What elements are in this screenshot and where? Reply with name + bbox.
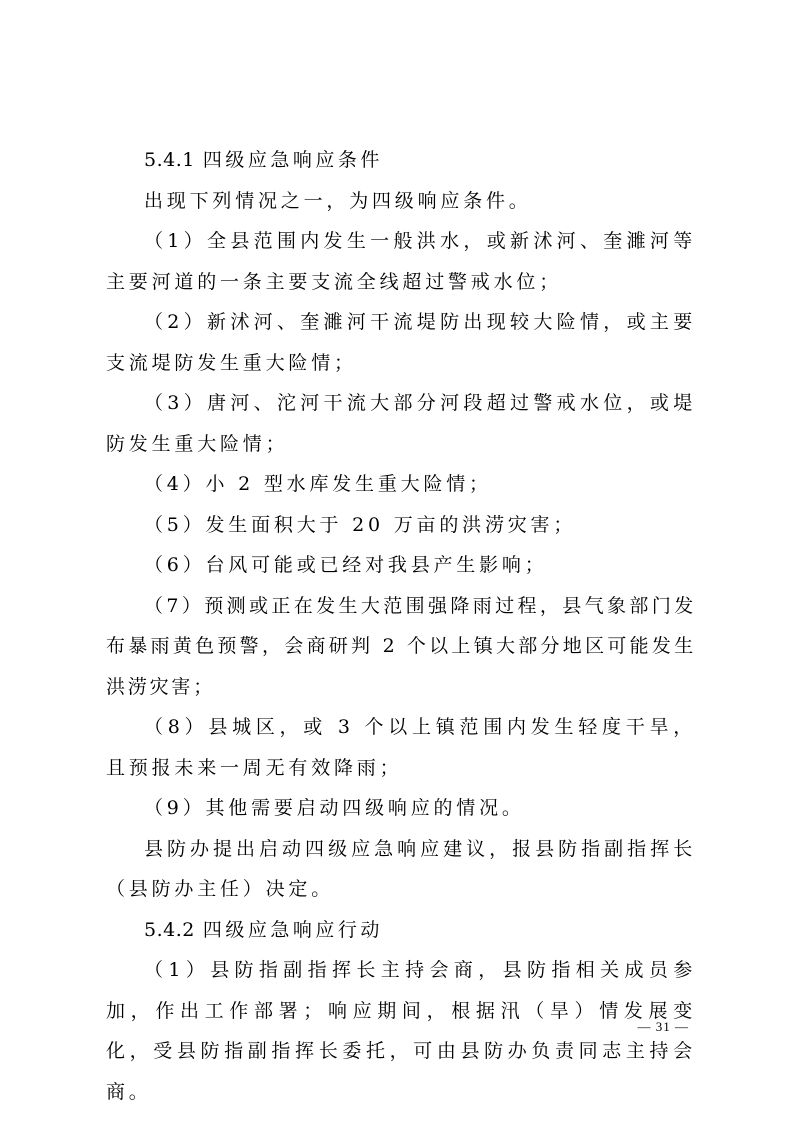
condition-item-2: （2）新沭河、奎濉河干流堤防出现较大险情，或主要支流堤防发生重大险情； <box>106 311 696 374</box>
condition-item-8: （8）县城区，或 3 个以上镇范围内发生轻度干旱，且预报未来一周无有效降雨； <box>106 716 696 779</box>
condition-item-6: （6）台风可能或已经对我县产生影响； <box>144 554 548 576</box>
section-title: 四级应急响应行动 <box>202 918 383 941</box>
decision-paragraph: 县防办提出启动四级应急响应建议，报县防指副指挥长（县防办主任）决定。 <box>106 837 696 900</box>
section-number: 5.4.1 <box>144 149 195 171</box>
condition-item-4: （4）小 2 型水库发生重大险情； <box>144 473 492 495</box>
condition-item-9: （9）其他需要启动四级响应的情况。 <box>144 797 525 819</box>
intro-paragraph: 出现下列情况之一，为四级响应条件。 <box>144 189 532 212</box>
condition-item-7: （7）预测或正在发生大范围强降雨过程，县气象部门发布暴雨黄色预警，会商研判 2 个以上镇大部分地区可能发生洪涝灾害； <box>106 594 696 698</box>
page-number: — 31 — <box>637 1019 689 1034</box>
condition-item-1: （1）全县范围内发生一般洪水，或新沭河、奎濉河等主要河道的一条主要支流全线超过警戒水位； <box>106 230 696 293</box>
condition-item-3: （3）唐河、沱河干流大部分河段超过警戒水位，或堤防发生重大险情； <box>106 392 696 455</box>
condition-item-5: （5）发生面积大于 20 万亩的洪涝灾害； <box>144 513 577 536</box>
section-title: 四级应急响应条件 <box>202 149 383 171</box>
action-item-1: （1）县防指副指挥长主持会商，县防指相关成员参加，作出工作部署；响应期间，根据汛（旱）情发展变化，受县防指副指挥长委托，可由县防办负责同志主持会商。 <box>106 959 696 1103</box>
document-body <box>106 140 696 1112</box>
section-number: 5.4.2 <box>144 918 195 941</box>
section-heading-5-4-1 <box>106 140 696 181</box>
section-heading-5-4-2 <box>106 910 696 951</box>
